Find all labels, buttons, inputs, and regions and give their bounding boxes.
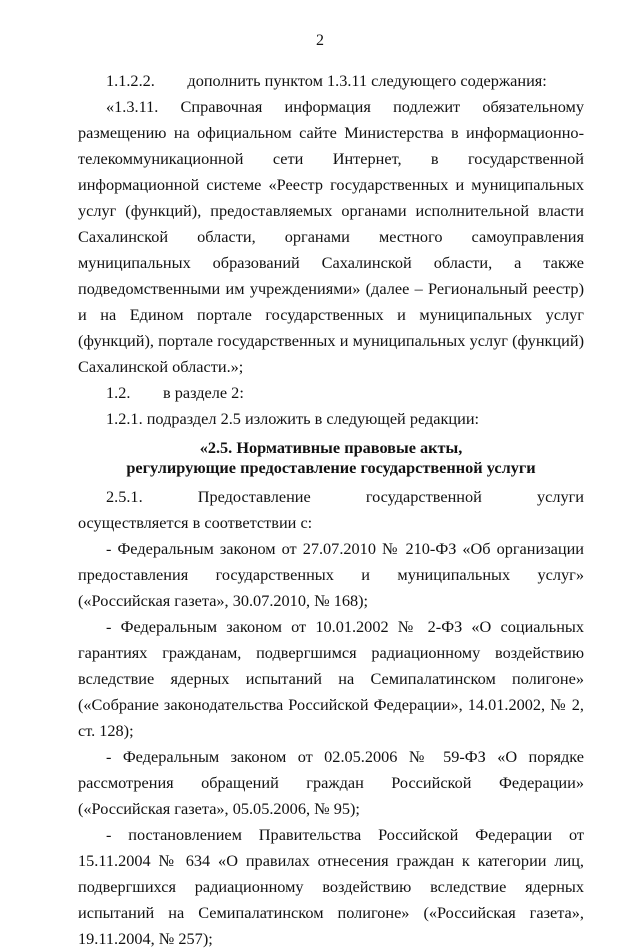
paragraph-1-3-11: «1.3.11. Справочная информация подлежит обязательному размещению на официальном сайте Министерства в информационно-телекоммуникационной сети Интернет, в государственной информационной системе «Реестр государственных и муниципальных услуг (функций), предоставляемых органами исполнительной власти Сахалинской области, органами местного самоуправления муниципальных образований Сахалинской области, а также подведомственными им учреждениями» (далее – Региональный реестр) и на Едином портале государственных и муниципальных услуг (функций), портале государственных и муниципальных услуг (функций) Сахалинской области.»; — [78, 97, 584, 376]
section-heading-line-2: регулирующие предоставление государственной услуги — [126, 458, 536, 477]
list-item-resolution-634: - постановлением Правительства Российской Федерации от 15.11.2004 № 634 «О правилах отнесения граждан к категории лиц, подвергшихся радиационному воздействию вследствие ядерных испытаний на Семипалатинском полигоне» («Российская газета», 19.11.2004, № 257); — [78, 825, 584, 948]
paragraph-1-2-1: 1.2.1. подраздел 2.5 изложить в следующей редакции: — [106, 409, 480, 428]
list-item-law-2: - Федеральным законом от 10.01.2002 № 2-ФЗ «О социальных гарантиях гражданам, подвергшимся радиационному воздействию вследствие ядерных испытаний на Семипалатинском полигоне» («Собрание законодательства Российской Федерации», 14.01.2002, № 2, ст. 128); — [78, 617, 584, 740]
section-heading-2-5 — [78, 438, 584, 478]
paragraph-2-5-1: 2.5.1. Предоставление государственной услуги осуществляется в соответствии с: — [78, 487, 601, 532]
section-heading-line-1: «2.5. Нормативные правовые акты, — [199, 438, 463, 457]
paragraph-1-1-2-2: 1.1.2.2. дополнить пунктом 1.3.11 следующего содержания: — [106, 71, 547, 90]
page-number: 2 — [316, 32, 324, 49]
document-body — [78, 68, 601, 952]
paragraph-1-2: 1.2. в разделе 2: — [106, 383, 244, 402]
list-item-law-210: - Федеральным законом от 27.07.2010 № 210-ФЗ «Об организации предоставления государственных и муниципальных услуг» («Российская газета», 30.07.2010, № 168); — [78, 539, 584, 610]
list-item-law-59: - Федеральным законом от 02.05.2006 № 59-ФЗ «О порядке рассмотрения обращений граждан Российской Федерации» («Российская газета», 05.05.2006, № 95); — [78, 747, 584, 818]
